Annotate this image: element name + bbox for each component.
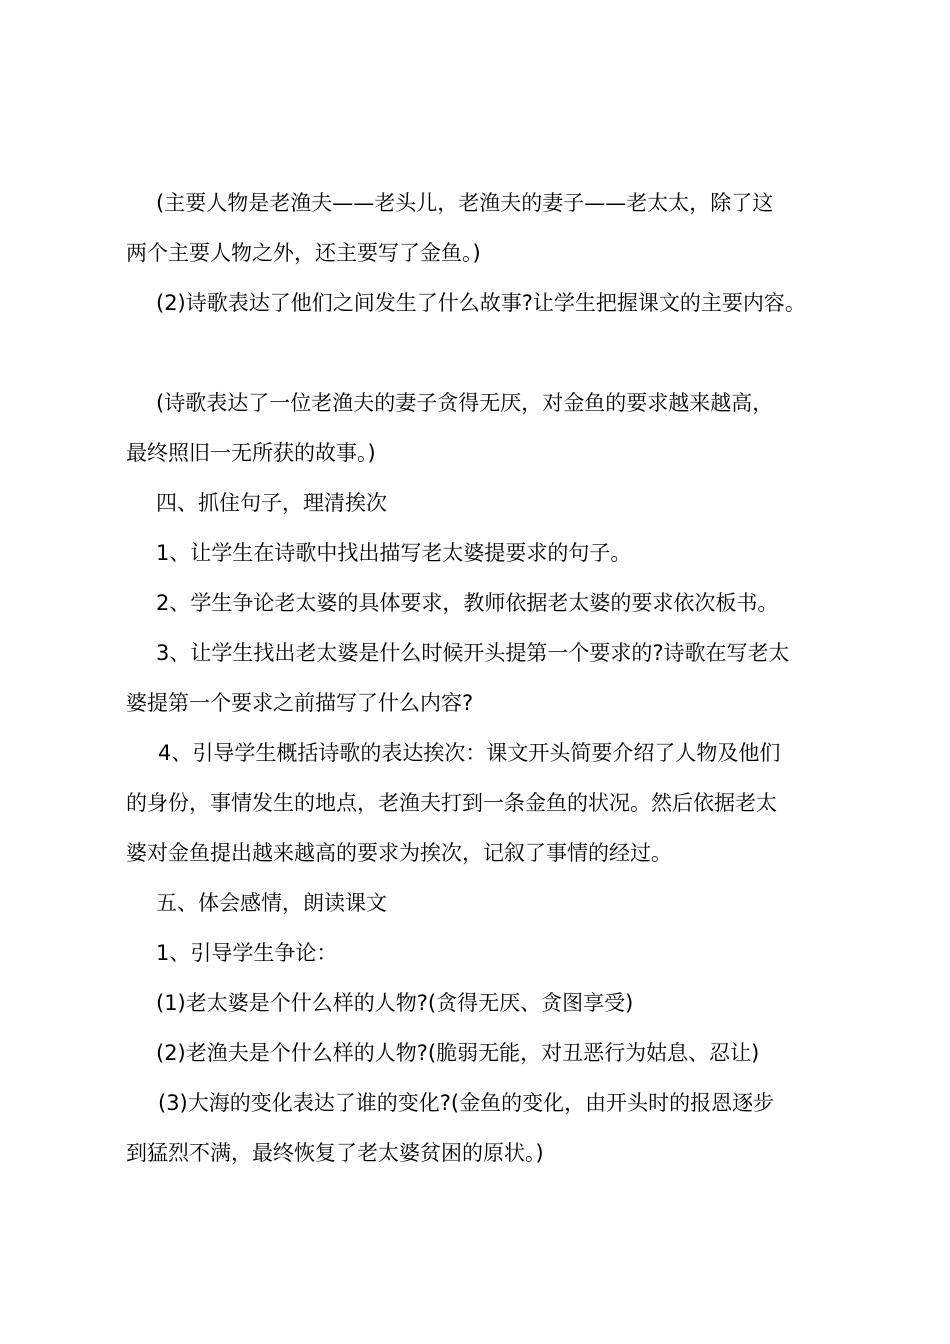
paragraph-line: 2、学生争论老太婆的具体要求，教师依据老太婆的要求依次板书。 bbox=[156, 591, 779, 615]
paragraph-line: 婆对金鱼提出越来越高的要求为挨次，记叙了事情的经过。 bbox=[126, 841, 672, 865]
section-heading: 四、抓住句子，理清挨次 bbox=[156, 491, 387, 515]
paragraph-line: 3、让学生找出老太婆是什么时候开头提第一个要求的?诗歌在写老太 bbox=[156, 641, 790, 665]
paragraph-line: 1、引导学生争论： bbox=[156, 941, 338, 965]
paragraph-line: 婆提第一个要求之前描写了什么内容? bbox=[126, 691, 474, 715]
paragraph-line: (主要人物是老渔夫——老头儿，老渔夫的妻子——老太太，除了这 bbox=[156, 191, 774, 215]
paragraph-line: (2)老渔夫是个什么样的人物?(脆弱无能，对丑恶行为姑息、忍让) bbox=[156, 1041, 760, 1065]
paragraph-line: 1、让学生在诗歌中找出描写老太婆提要求的句子。 bbox=[156, 541, 632, 565]
paragraph-line: 最终照旧一无所获的故事。) bbox=[126, 441, 376, 465]
paragraph-line: 的身份，事情发生的地点，老渔夫打到一条金鱼的状况。然后依据老太 bbox=[126, 791, 777, 815]
paragraph-line: 两个主要人物之外，还主要写了金鱼。) bbox=[126, 241, 481, 265]
paragraph-line: (3)大海的变化表达了谁的变化?(金鱼的变化，由开头时的报恩逐步 bbox=[158, 1091, 775, 1115]
paragraph-line: (诗歌表达了一位老渔夫的妻子贪得无厌，对金鱼的要求越来越高， bbox=[156, 391, 774, 415]
paragraph-line: (2)诗歌表达了他们之间发生了什么故事?让学生把握课文的主要内容。 bbox=[156, 291, 806, 315]
paragraph-line: 到猛烈不满，最终恢复了老太婆贫困的原状。) bbox=[126, 1141, 544, 1165]
paragraph-line: (1)老太婆是个什么样的人物?(贪得无厌、贪图享受) bbox=[156, 991, 634, 1015]
paragraph-line: 4、引导学生概括诗歌的表达挨次：课文开头简要介绍了人物及他们 bbox=[158, 741, 781, 765]
section-heading: 五、体会感情，朗读课文 bbox=[156, 891, 387, 915]
